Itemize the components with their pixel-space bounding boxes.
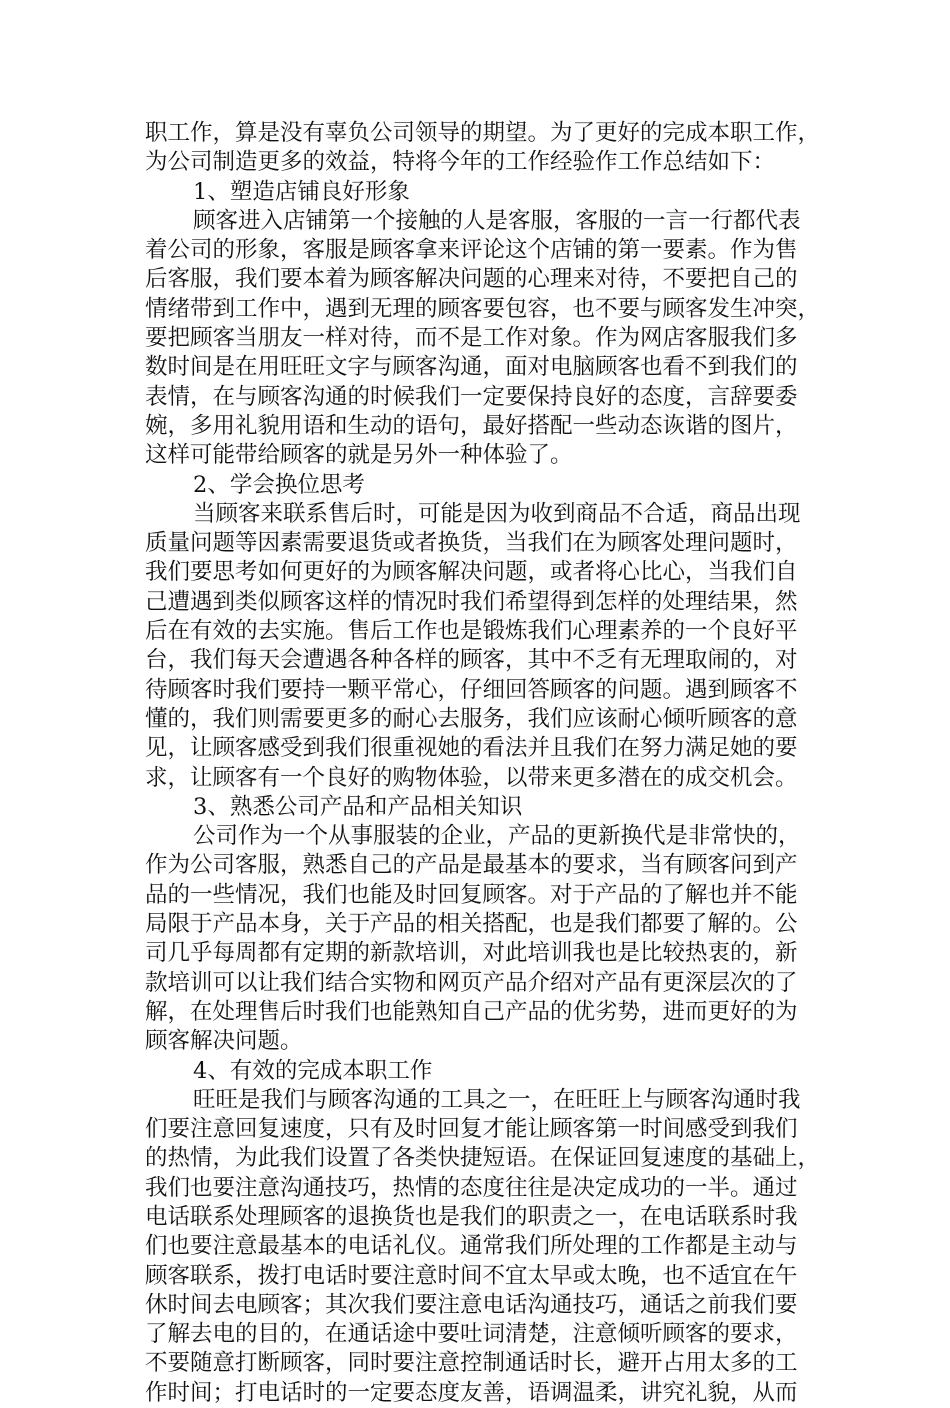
text-line: 要把顾客当朋友一样对待，而不是工作对象。作为网店客服我们多 (145, 325, 798, 352)
text-line: 2、学会换位思考 (193, 471, 365, 498)
text-line: 后客服，我们要本着为顾客解决问题的心理来对待，不要把自己的 (145, 266, 798, 293)
text-line: 后在有效的去实施。售后工作也是锻炼我们心理素养的一个良好平 (145, 618, 798, 645)
text-line: 们也要注意最基本的电话礼仪。通常我们所处理的工作都是主动与 (145, 1233, 798, 1260)
text-line: 4、有效的完成本职工作 (193, 1057, 433, 1084)
text-line: 作为公司客服，熟悉自己的产品是最基本的要求，当有顾客问到产 (145, 852, 798, 879)
text-line: 顾客联系，拨打电话时要注意时间不宜太早或太晚，也不适宜在午 (145, 1262, 798, 1289)
text-line: 不要随意打断顾客，同时要注意控制通话时长，避开占用太多的工 (145, 1350, 798, 1377)
text-line: 己遭遇到类似顾客这样的情况时我们希望得到怎样的处理结果，然 (145, 588, 798, 615)
text-line: 司几乎每周都有定期的新款培训，对此培训我也是比较热衷的，新 (145, 940, 798, 967)
text-line: 这样可能带给顾客的就是另外一种体验了。 (145, 442, 573, 469)
text-line: 懂的，我们则需要更多的耐心去服务，我们应该耐心倾听顾客的意 (145, 705, 798, 732)
text-line: 婉，多用礼貌用语和生动的语句，最好搭配一些动态诙谐的图片， (145, 412, 798, 439)
text-line: 求，让顾客有一个良好的购物体验，以带来更多潜在的成交机会。 (145, 764, 798, 791)
text-line: 休时间去电顾客；其次我们要注意电话沟通技巧，通话之前我们要 (145, 1291, 798, 1318)
text-line: 顾客进入店铺第一个接触的人是客服，客服的一言一行都代表 (193, 207, 801, 234)
text-line: 台，我们每天会遭遇各种各样的顾客，其中不乏有无理取闹的，对 (145, 647, 798, 674)
text-line: 着公司的形象，客服是顾客拿来评论这个店铺的第一要素。作为售 (145, 237, 798, 264)
text-line: 为公司制造更多的效益，特将今年的工作经验作工作总结如下： (145, 149, 776, 176)
text-line: 质量问题等因素需要退货或者换货，当我们在为顾客处理问题时， (145, 530, 798, 557)
text-line: 作时间；打电话时的一定要态度友善，语调温柔，讲究礼貌，从而 (145, 1379, 798, 1406)
text-line: 局限于产品本身，关于产品的相关搭配，也是我们都要了解的。公 (145, 911, 798, 938)
text-line: 旺旺是我们与顾客沟通的工具之一，在旺旺上与顾客沟通时我 (193, 1086, 801, 1113)
text-line: 公司作为一个从事服装的企业，产品的更新换代是非常快的， (193, 823, 801, 850)
text-line: 我们也要注意沟通技巧，热情的态度往往是决定成功的一半。通过 (145, 1174, 798, 1201)
text-line: 情绪带到工作中，遇到无理的顾客要包容，也不要与顾客发生冲突， (145, 295, 821, 322)
text-line: 职工作，算是没有辜负公司领导的期望。为了更好的完成本职工作， (145, 120, 821, 146)
text-line: 数时间是在用旺旺文字与顾客沟通，面对电脑顾客也看不到我们的 (145, 354, 798, 381)
text-line: 1、塑造店铺良好形象 (193, 178, 410, 205)
text-line: 见，让顾客感受到我们很重视她的看法并且我们在努力满足她的要 (145, 735, 798, 762)
text-line: 待顾客时我们要持一颗平常心，仔细回答顾客的问题。遇到顾客不 (145, 676, 798, 703)
text-line: 表情，在与顾客沟通的时候我们一定要保持良好的态度，言辞要委 (145, 383, 798, 410)
document-body (145, 119, 821, 1408)
text-line: 我们要思考如何更好的为顾客解决问题，或者将心比心，当我们自 (145, 559, 798, 586)
text-line: 的热情，为此我们设置了各类快捷短语。在保证回复速度的基础上， (145, 1145, 821, 1172)
text-line: 了解去电的目的，在通话途中要吐词清楚，注意倾听顾客的要求， (145, 1321, 798, 1348)
text-line: 品的一些情况，我们也能及时回复顾客。对于产品的了解也并不能 (145, 881, 798, 908)
text-line: 顾客解决问题。 (145, 1028, 303, 1055)
text-line: 3、熟悉公司产品和产品相关知识 (193, 793, 523, 820)
text-line: 款培训可以让我们结合实物和网页产品介绍对产品有更深层次的了 (145, 969, 798, 996)
text-line: 当顾客来联系售后时，可能是因为收到商品不合适，商品出现 (193, 500, 801, 527)
text-line: 们要注意回复速度，只有及时回复才能让顾客第一时间感受到我们 (145, 1116, 798, 1143)
text-line: 电话联系处理顾客的退换货也是我们的职责之一，在电话联系时我 (145, 1203, 798, 1230)
text-line: 解，在处理售后时我们也能熟知自己产品的优劣势，进而更好的为 (145, 998, 798, 1025)
